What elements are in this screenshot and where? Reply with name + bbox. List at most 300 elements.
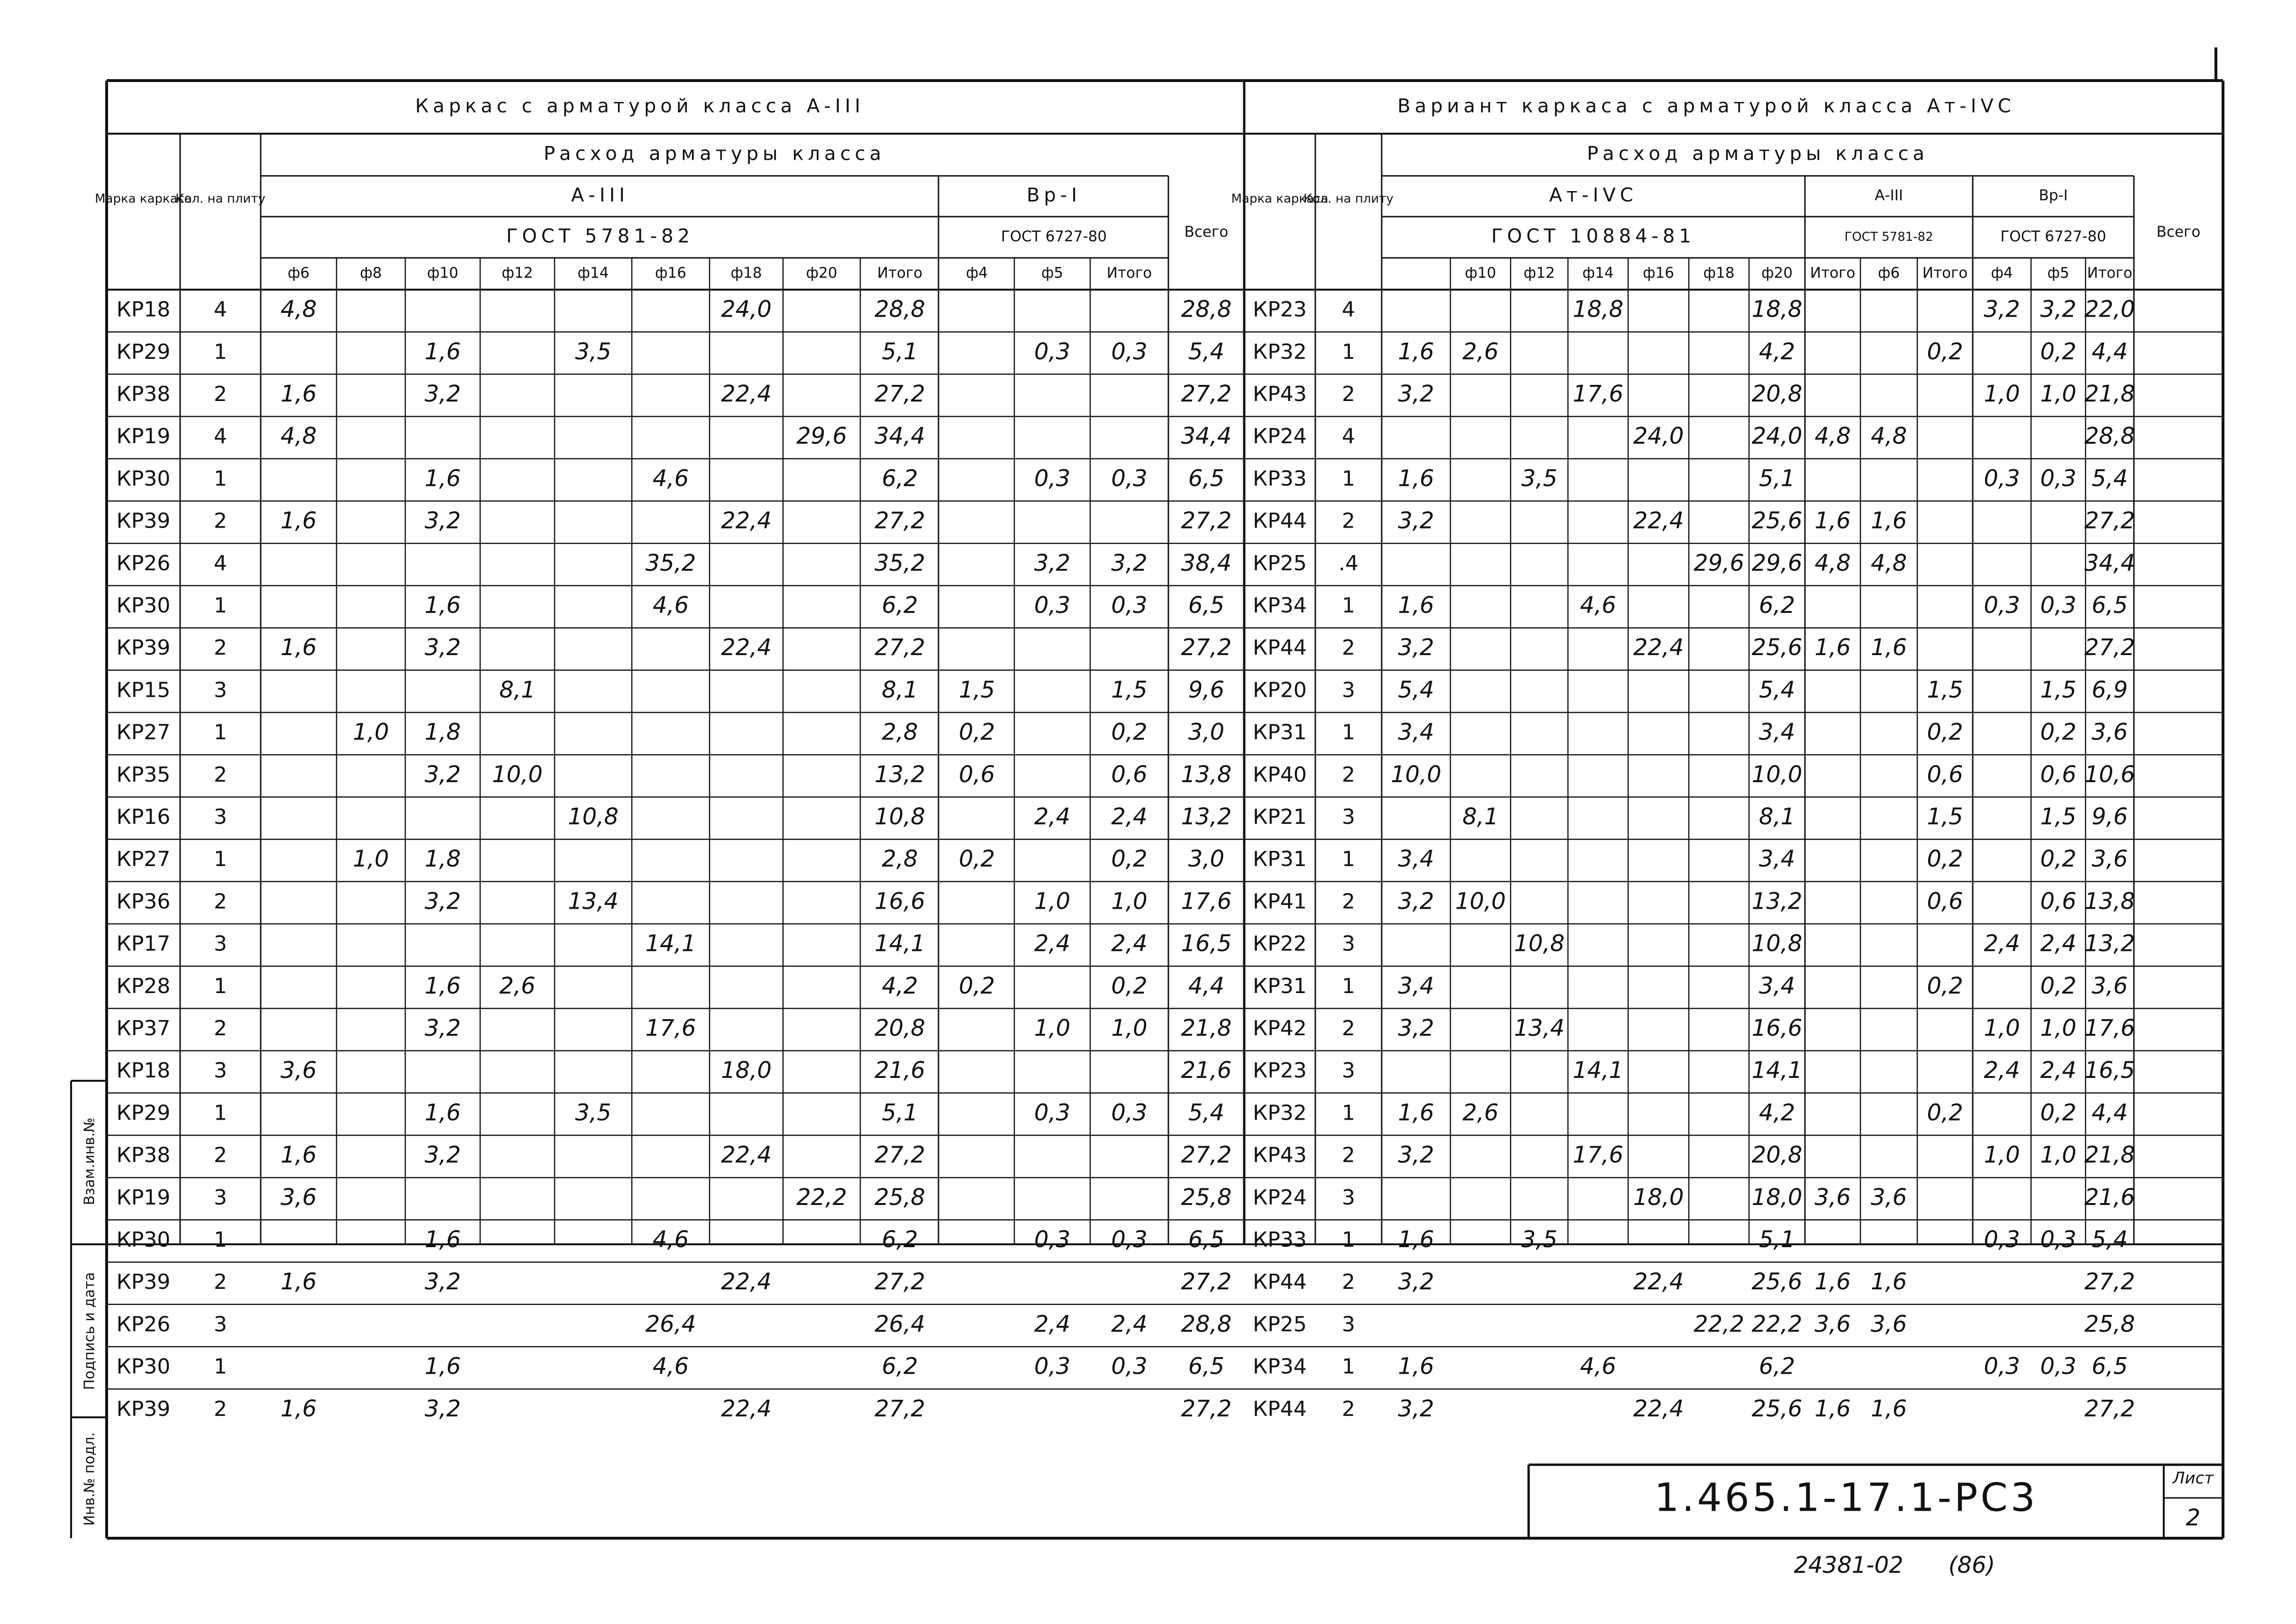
table-cell: 1 — [1342, 466, 1355, 491]
table-cell: 3,4 — [1758, 719, 1795, 746]
table-cell: 3,2 — [1398, 1141, 1434, 1168]
table-cell: 0,2 — [1111, 846, 1148, 873]
table-cell: 2,4 — [1034, 930, 1071, 957]
mark-cell: КР35 — [116, 762, 171, 787]
table-cell: 3 — [1342, 805, 1355, 829]
side-strip-label: Инв.№ подл. — [81, 1432, 98, 1526]
mark-cell: КР26 — [116, 551, 171, 575]
table-cell: 10,8 — [1514, 930, 1565, 957]
mark-cell: КР26 — [116, 1312, 171, 1337]
table-cell: 1,6 — [280, 1268, 317, 1296]
table-cell: 13,2 — [2084, 930, 2135, 957]
table-cell: 3 — [1342, 678, 1355, 703]
table-cell: 2 — [1342, 889, 1355, 914]
table-cell: 6,9 — [2091, 676, 2128, 703]
table-cell: 13,8 — [1181, 761, 1232, 788]
table-cell: 0,6 — [2040, 888, 2077, 915]
sub-header: ф12 — [1523, 265, 1555, 282]
table-cell: 1,8 — [424, 719, 461, 746]
mark-cell: КР23 — [1253, 297, 1307, 322]
table-cell: 0,3 — [1111, 1353, 1148, 1380]
table-cell: 29,6 — [1751, 549, 1803, 576]
table-cell: 1,6 — [280, 1141, 317, 1168]
table-cell: 17,6 — [1573, 1141, 1623, 1168]
table-cell: 4,6 — [652, 1353, 689, 1380]
table-cell: 1,6 — [280, 1395, 317, 1422]
table-cell: 1 — [1342, 720, 1355, 745]
table-cell: 3,2 — [424, 381, 461, 407]
mark-cell: КР39 — [116, 509, 171, 533]
table-cell: 8,1 — [1758, 803, 1795, 830]
table-cell: 2,6 — [499, 972, 536, 999]
mark-cell: КР34 — [1253, 593, 1307, 618]
table-cell: 6,2 — [882, 592, 918, 619]
table-cell: 0,2 — [2040, 719, 2077, 746]
table-cell: 0,2 — [2040, 1099, 2077, 1126]
table-cell: 1,6 — [280, 507, 317, 534]
table-cell: 17,6 — [2084, 1015, 2135, 1041]
table-cell: 0,3 — [1111, 338, 1148, 365]
table-cell: 4,8 — [280, 296, 317, 323]
gost-5781-header: ГОСТ 5781-82 — [506, 225, 694, 247]
table-cell: 4,6 — [1580, 1353, 1616, 1380]
table-cell: 20,8 — [1751, 381, 1803, 407]
table-cell: 5,1 — [1758, 1226, 1795, 1253]
table-cell: 1,6 — [1398, 1226, 1434, 1253]
mark-cell: КР39 — [116, 636, 171, 660]
table-cell: 5,4 — [1398, 676, 1434, 703]
sheet-label: Лист — [2172, 1469, 2214, 1488]
mark-cell: КР19 — [116, 424, 171, 449]
table-cell: 21,8 — [2084, 1141, 2135, 1168]
table-cell: 1 — [1342, 1354, 1355, 1379]
table-cell: 14,1 — [645, 930, 696, 957]
table-cell: 4,4 — [2091, 1099, 2128, 1126]
table-cell: 1,6 — [1870, 507, 1907, 534]
table-cell: 4,8 — [1870, 423, 1907, 450]
table-cell: 10,8 — [875, 803, 925, 830]
table-cell: 0,3 — [1111, 1226, 1148, 1253]
table-cell: 4,2 — [1758, 338, 1795, 365]
table-cell: 2 — [214, 636, 227, 660]
table-cell: 3,2 — [1984, 296, 2020, 323]
table-cell: 0,3 — [1984, 465, 2020, 492]
table-cell: 0,3 — [2040, 465, 2077, 492]
table-cell: 4,2 — [882, 972, 918, 999]
table-cell: 3,5 — [1521, 465, 1558, 492]
table-cell: 4 — [214, 424, 227, 449]
mark-cell: КР33 — [1253, 466, 1307, 491]
table-cell: 34,4 — [875, 423, 925, 450]
table-cell: 1 — [214, 339, 227, 364]
mark-cell: КР38 — [116, 382, 171, 406]
table-cell: 3,2 — [1034, 549, 1071, 576]
table-cell: 18,8 — [1751, 296, 1803, 323]
table-cell: 14,1 — [875, 930, 925, 957]
table-cell: 1,6 — [424, 1099, 461, 1126]
table-cell: 4 — [1342, 297, 1355, 322]
table-cell: 0,3 — [1111, 1099, 1148, 1126]
table-cell: 22,4 — [1633, 1268, 1684, 1296]
table-cell: .4 — [1339, 551, 1358, 575]
table-cell: 3 — [1342, 1312, 1355, 1337]
sub-header: ф16 — [1643, 265, 1674, 282]
table-cell: 8,1 — [1462, 803, 1499, 830]
table-cell: 0,3 — [1034, 465, 1071, 492]
table-cell: 1,0 — [1984, 1015, 2020, 1041]
table-cell: 6,2 — [882, 465, 918, 492]
table-cell: 3,6 — [1870, 1311, 1907, 1338]
table-cell: 25,6 — [1751, 634, 1803, 661]
table-cell: 6,2 — [882, 1226, 918, 1253]
table-cell: 4 — [214, 551, 227, 575]
table-cell: 0,6 — [1111, 761, 1148, 788]
sub-header: ф16 — [655, 265, 686, 282]
mark-cell: КР29 — [116, 339, 171, 364]
table-cell: 24,0 — [721, 296, 772, 323]
table-cell: 1,6 — [1398, 1099, 1434, 1126]
table-cell: 3,2 — [424, 888, 461, 915]
table-cell: 27,2 — [875, 1395, 925, 1422]
table-cell: 5,4 — [1758, 676, 1795, 703]
table-cell: 3,2 — [424, 634, 461, 661]
side-strip-label: Подпись и дата — [81, 1272, 98, 1390]
table-cell: 0,6 — [2040, 761, 2077, 788]
mark-cell: КР39 — [116, 1396, 171, 1421]
mark-cell: КР32 — [1253, 1101, 1307, 1125]
table-cell: 1,6 — [1398, 338, 1434, 365]
table-cell: 21,6 — [875, 1057, 925, 1084]
sub-header: ф10 — [427, 265, 458, 282]
table-cell: 13,4 — [1514, 1015, 1565, 1041]
table-cell: 21,6 — [2084, 1184, 2135, 1211]
table-cell: 3,2 — [1398, 1395, 1434, 1422]
table-cell: 2 — [214, 1270, 227, 1295]
table-cell: 22,4 — [1633, 1395, 1684, 1422]
table-cell: 17,6 — [1181, 888, 1232, 915]
table-cell: 28,8 — [1181, 1311, 1232, 1338]
table-cell: 2 — [214, 509, 227, 533]
table-cell: 16,5 — [2084, 1057, 2135, 1084]
left-table-title: Каркас с арматурой класса А-III — [415, 95, 865, 117]
side-strip-label: Взам.инв.№ — [81, 1117, 98, 1205]
table-cell: 9,6 — [2091, 803, 2128, 830]
table-cell: 22,4 — [1633, 634, 1684, 661]
table-cell: 3 — [214, 1312, 227, 1337]
table-cell: 2 — [214, 1016, 227, 1040]
table-cell: 3,2 — [2040, 296, 2077, 323]
table-cell: 2 — [214, 889, 227, 914]
table-cell: 22,2 — [1751, 1311, 1803, 1338]
table-cell: 1,6 — [1814, 507, 1851, 534]
table-cell: 0,6 — [1927, 888, 1963, 915]
table-cell: 3 — [1342, 931, 1355, 956]
table-cell: 21,8 — [2084, 381, 2135, 407]
table-cell: 0,2 — [1927, 1099, 1963, 1126]
total-header: Всего — [1184, 223, 1229, 241]
mark-cell: КР44 — [1253, 1270, 1307, 1295]
mark-cell: КР30 — [116, 593, 171, 618]
table-text — [82, 95, 2214, 1578]
table-cell: 1 — [214, 593, 227, 618]
table-cell: 3,6 — [2091, 846, 2128, 873]
table-cell: 3,4 — [1758, 846, 1795, 873]
archive-page: (86) — [1948, 1552, 1995, 1578]
table-cell: 13,2 — [1751, 888, 1803, 915]
table-cell: 3 — [214, 1058, 227, 1083]
table-cell: 1,0 — [353, 846, 389, 873]
table-cell: 6,2 — [882, 1353, 918, 1380]
table-cell: 8,1 — [499, 676, 536, 703]
table-cell: 27,2 — [875, 634, 925, 661]
mark-cell: КР27 — [116, 847, 171, 872]
table-cell: 18,0 — [1751, 1184, 1803, 1211]
table-cell: 5,4 — [2091, 465, 2128, 492]
mark-cell: КР27 — [116, 720, 171, 745]
table-cell: 1,6 — [1870, 634, 1907, 661]
sub-header: ф4 — [966, 265, 988, 282]
table-cell: 4,8 — [1814, 423, 1851, 450]
table-cell: 22,4 — [721, 381, 772, 407]
table-cell: 2 — [1342, 382, 1355, 406]
table-cell: 24,0 — [1751, 423, 1803, 450]
table-cell: 35,2 — [875, 549, 925, 576]
table-cell: 25,6 — [1751, 507, 1803, 534]
sub-header: ф14 — [1582, 265, 1614, 282]
col-qty-header: Кол. на плиту — [175, 192, 265, 206]
table-cell: 21,6 — [1181, 1057, 1232, 1084]
table-cell: 4,6 — [652, 592, 689, 619]
table-cell: 5,4 — [1188, 338, 1225, 365]
table-cell: 27,2 — [1181, 507, 1232, 534]
table-cell: 1 — [214, 847, 227, 872]
table-cell: 2 — [1342, 1270, 1355, 1295]
mark-cell: КР29 — [116, 1101, 171, 1125]
mark-cell: КР36 — [116, 889, 171, 914]
table-cell: 1,6 — [424, 1226, 461, 1253]
table-cell: 2,4 — [2040, 1057, 2077, 1084]
table-cell: 3,5 — [1521, 1226, 1558, 1253]
table-cell: 38,4 — [1181, 549, 1232, 576]
sub-header: ф4 — [1991, 265, 2013, 282]
table-cell: 3,2 — [1398, 507, 1434, 534]
mark-cell: КР22 — [1253, 931, 1307, 956]
table-cell: 28,8 — [2084, 423, 2135, 450]
table-cell: 3,6 — [2091, 972, 2128, 999]
table-cell: 10,0 — [1751, 761, 1803, 788]
mark-cell: КР40 — [1253, 762, 1307, 787]
table-cell: 35,2 — [645, 549, 696, 576]
table-cell: 2 — [1342, 1016, 1355, 1040]
table-cell: 6,5 — [1188, 465, 1225, 492]
table-cell: 1 — [1342, 1228, 1355, 1252]
table-cell: 5,1 — [1758, 465, 1795, 492]
table-cell: 0,2 — [1111, 972, 1148, 999]
mark-cell: КР34 — [1253, 1354, 1307, 1379]
table-cell: 27,2 — [2084, 507, 2135, 534]
table-cell: 3,5 — [575, 338, 611, 365]
gost-10884-header: ГОСТ 10884-81 — [1491, 225, 1695, 247]
table-cell: 1,6 — [1814, 1268, 1851, 1296]
table-cell: 22,4 — [1633, 507, 1684, 534]
table-cell: 1 — [214, 1228, 227, 1252]
table-cell: 18,0 — [1633, 1184, 1684, 1211]
table-cell: 27,2 — [875, 381, 925, 407]
table-cell: 2,4 — [1984, 930, 2020, 957]
table-cell: 2,8 — [882, 719, 918, 746]
table-cell: 3 — [1342, 1058, 1355, 1083]
mark-cell: КР31 — [1253, 720, 1307, 745]
table-cell: 26,4 — [645, 1311, 696, 1338]
table-cell: 29,6 — [1694, 549, 1744, 576]
table-cell: 0,3 — [2040, 1353, 2077, 1380]
table-cell: 1,6 — [424, 465, 461, 492]
sub-header: ф20 — [1761, 265, 1793, 282]
table-cell: 1,6 — [424, 1353, 461, 1380]
table-cell: 1,6 — [424, 592, 461, 619]
table-cell: 1 — [1342, 847, 1355, 872]
table-cell: 1,0 — [1034, 888, 1071, 915]
table-cell: 6,5 — [1188, 592, 1225, 619]
table-cell: 2 — [214, 382, 227, 406]
mark-cell: КР24 — [1253, 1185, 1307, 1210]
table-cell: 1,5 — [2040, 803, 2077, 830]
table-cell: 5,4 — [2091, 1226, 2128, 1253]
table-cell: 16,5 — [1181, 930, 1232, 957]
table-cell: 2,4 — [1034, 1311, 1071, 1338]
table-cell: 1 — [214, 974, 227, 998]
table-cell: 2 — [214, 1143, 227, 1168]
class-vr1-header: Вр-I — [2039, 187, 2068, 204]
mark-cell: КР31 — [1253, 847, 1307, 872]
table-cell: 3 — [214, 805, 227, 829]
table-cell: 3,2 — [424, 507, 461, 534]
table-cell: 1,6 — [1398, 592, 1434, 619]
sub-header: ф18 — [730, 265, 762, 282]
table-cell: 10,8 — [568, 803, 619, 830]
table-cell: 0,2 — [1111, 719, 1148, 746]
table-cell: 3,2 — [424, 1015, 461, 1041]
table-cell: 2,4 — [1034, 803, 1071, 830]
mark-cell: КР24 — [1253, 424, 1307, 449]
mark-cell: КР42 — [1253, 1016, 1307, 1040]
table-cell: 1,0 — [2040, 1015, 2077, 1041]
table-cell: 27,2 — [2084, 1395, 2135, 1422]
table-cell: 16,6 — [1751, 1015, 1803, 1041]
table-cell: 5,1 — [882, 338, 918, 365]
table-cell: 6,5 — [2091, 1353, 2128, 1380]
table-cell: 26,4 — [875, 1311, 925, 1338]
table-cell: 3,2 — [1111, 549, 1148, 576]
table-cell: 20,8 — [875, 1015, 925, 1041]
table-cell: 22,4 — [721, 634, 772, 661]
sub-header: Итого — [1106, 265, 1152, 282]
table-cell: 6,2 — [1758, 592, 1795, 619]
table-cell: 2 — [1342, 636, 1355, 660]
table-cell: 0,3 — [1984, 1226, 2020, 1253]
consumption-header: Расход арматуры класса — [1586, 143, 1929, 165]
table-cell: 0,2 — [1927, 719, 1963, 746]
table-cell: 3 — [214, 1185, 227, 1210]
table-cell: 1,6 — [280, 381, 317, 407]
mark-cell: КР38 — [116, 1143, 171, 1168]
table-cell: 17,6 — [1573, 381, 1623, 407]
table-cell: 1,6 — [1398, 1353, 1434, 1380]
table-cell: 27,2 — [875, 1268, 925, 1296]
doc-number: 1.465.1-17.1-РС3 — [1654, 1475, 2038, 1521]
table-cell: 34,4 — [2084, 549, 2135, 576]
sub-header: ф12 — [501, 265, 533, 282]
table-cell: 3,6 — [1870, 1184, 1907, 1211]
table-cell: 27,2 — [1181, 634, 1232, 661]
table-cell: 2,4 — [1111, 930, 1148, 957]
table-cell: 4,8 — [280, 423, 317, 450]
table-cell: 25,8 — [875, 1184, 925, 1211]
sub-header: Итого — [2087, 265, 2132, 282]
table-cell: 3,2 — [1398, 1015, 1434, 1041]
table-cell: 4,6 — [1580, 592, 1616, 619]
table-cell: 2,4 — [1111, 1311, 1148, 1338]
table-cell: 0,2 — [1927, 972, 1963, 999]
table-cell: 0,6 — [958, 761, 995, 788]
table-cell: 3,6 — [2091, 719, 2128, 746]
table-cell: 27,2 — [1181, 1141, 1232, 1168]
right-table-title: Вариант каркаса с арматурой класса Ат-IVС — [1397, 95, 2015, 117]
table-cell: 29,6 — [796, 423, 847, 450]
mark-cell: КР17 — [116, 931, 171, 956]
mark-cell: КР37 — [116, 1016, 171, 1040]
table-cell: 3,5 — [575, 1099, 611, 1126]
table-cell: 0,3 — [1034, 1353, 1071, 1380]
table-cell: 1,0 — [2040, 381, 2077, 407]
table-cell: 9,6 — [1188, 676, 1225, 703]
gost-6727-header: ГОСТ 6727-80 — [2000, 228, 2106, 245]
mark-cell: КР44 — [1253, 1396, 1307, 1421]
table-cell: 1,0 — [1034, 1015, 1071, 1041]
table-cell: 22,4 — [721, 1395, 772, 1422]
mark-cell: КР44 — [1253, 636, 1307, 660]
sub-header: ф10 — [1465, 265, 1496, 282]
table-cell: 0,2 — [958, 972, 995, 999]
table-cell: 28,8 — [1181, 296, 1232, 323]
sub-header: Итого — [1922, 265, 1968, 282]
table-cell: 4,4 — [1188, 972, 1225, 999]
table-cell: 3,6 — [280, 1184, 317, 1211]
table-cell: 6,5 — [1188, 1226, 1225, 1253]
table-cell: 3,2 — [1398, 381, 1434, 407]
table-cell: 21,8 — [1181, 1015, 1232, 1041]
consumption-header: Расход арматуры класса — [543, 143, 886, 165]
table-cell: 1,6 — [1870, 1395, 1907, 1422]
table-cell: 1,5 — [2040, 676, 2077, 703]
table-cell: 25,6 — [1751, 1395, 1803, 1422]
table-cell: 0,2 — [958, 846, 995, 873]
table-cell: 16,6 — [875, 888, 925, 915]
table-cell: 3,2 — [1398, 1268, 1434, 1296]
table-cell: 10,6 — [2084, 761, 2135, 788]
sub-header: ф14 — [577, 265, 609, 282]
table-cell: 0,3 — [1984, 1353, 2020, 1380]
table-cell: 1,6 — [280, 634, 317, 661]
table-cell: 0,3 — [1984, 592, 2020, 619]
table-cell: 2 — [214, 762, 227, 787]
sub-header: Итого — [877, 265, 923, 282]
table-cell: 1 — [214, 1354, 227, 1379]
table-cell: 22,2 — [796, 1184, 847, 1211]
table-cell: 3,2 — [1398, 634, 1434, 661]
table-cell: 1,6 — [424, 338, 461, 365]
table-cell: 1,5 — [1111, 676, 1148, 703]
